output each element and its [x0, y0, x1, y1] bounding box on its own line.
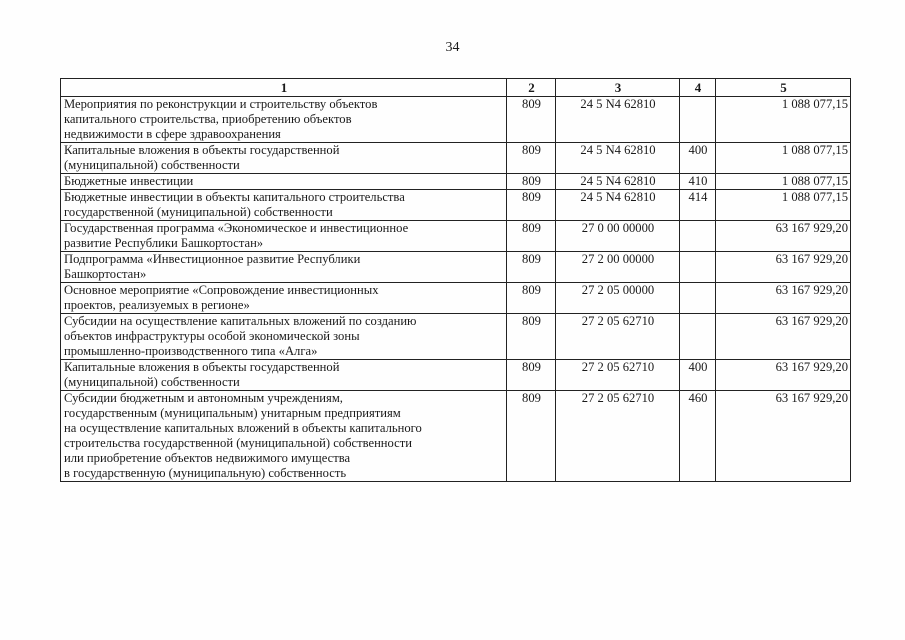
row-department-code: 809 [507, 174, 556, 190]
table-row [61, 190, 851, 221]
row-amount: 63 167 929,20 [716, 314, 851, 360]
row-amount: 63 167 929,20 [716, 221, 851, 252]
row-expense-type: 460 [680, 391, 716, 482]
row-target-article: 27 2 05 62710 [556, 391, 680, 482]
row-department-code: 809 [507, 221, 556, 252]
row-target-article: 27 2 05 62710 [556, 314, 680, 360]
table-row [61, 314, 851, 360]
row-amount: 1 088 077,15 [716, 97, 851, 143]
row-target-article: 24 5 N4 62810 [556, 190, 680, 221]
row-department-code: 809 [507, 360, 556, 391]
row-expense-type: 400 [680, 143, 716, 174]
row-amount: 63 167 929,20 [716, 252, 851, 283]
row-target-article: 27 2 05 62710 [556, 360, 680, 391]
row-department-code: 809 [507, 143, 556, 174]
row-department-code: 809 [507, 283, 556, 314]
row-target-article: 24 5 N4 62810 [556, 97, 680, 143]
table-row [61, 283, 851, 314]
page-number: 34 [445, 40, 460, 55]
table-row [61, 221, 851, 252]
row-name: Капитальные вложения в объекты государственной (муниципальной) собственности [61, 360, 507, 391]
row-expense-type [680, 283, 716, 314]
row-amount: 63 167 929,20 [716, 391, 851, 482]
table-row [61, 143, 851, 174]
budget-table [60, 78, 851, 482]
row-department-code: 809 [507, 391, 556, 482]
row-name: Субсидии бюджетным и автономным учреждениям, государственным (муниципальным) унитарным предприятиям на осуществление капитальных вложений в объекты капитального строительства государственной (муниципальной) собственности или приобретение объектов недвижимого имущества в государственную (муниципальную) собственность [61, 391, 507, 482]
row-target-article: 24 5 N4 62810 [556, 143, 680, 174]
row-department-code: 809 [507, 190, 556, 221]
row-amount: 63 167 929,20 [716, 360, 851, 391]
table-row [61, 97, 851, 143]
row-expense-type [680, 314, 716, 360]
row-name: Государственная программа «Экономическое и инвестиционное развитие Республики Башкортостан» [61, 221, 507, 252]
row-expense-type: 410 [680, 174, 716, 190]
table-header-row [61, 79, 851, 97]
row-department-code: 809 [507, 314, 556, 360]
row-name: Подпрограмма «Инвестиционное развитие Республики Башкортостан» [61, 252, 507, 283]
row-department-code: 809 [507, 97, 556, 143]
row-expense-type [680, 97, 716, 143]
row-name: Основное мероприятие «Сопровождение инвестиционных проектов, реализуемых в регионе» [61, 283, 507, 314]
table-row [61, 174, 851, 190]
row-expense-type: 414 [680, 190, 716, 221]
row-target-article: 27 2 00 00000 [556, 252, 680, 283]
row-expense-type [680, 252, 716, 283]
row-amount: 1 088 077,15 [716, 143, 851, 174]
row-department-code: 809 [507, 252, 556, 283]
header-col-1: 1 [61, 79, 507, 97]
row-target-article: 24 5 N4 62810 [556, 174, 680, 190]
header-col-3: 3 [556, 79, 680, 97]
row-name: Бюджетные инвестиции [61, 174, 507, 190]
row-amount: 63 167 929,20 [716, 283, 851, 314]
header-col-2: 2 [507, 79, 556, 97]
row-expense-type: 400 [680, 360, 716, 391]
row-target-article: 27 0 00 00000 [556, 221, 680, 252]
row-amount: 1 088 077,15 [716, 190, 851, 221]
row-name: Бюджетные инвестиции в объекты капитального строительства государственной (муниципальной) собственности [61, 190, 507, 221]
row-expense-type [680, 221, 716, 252]
table-row [61, 252, 851, 283]
header-col-5: 5 [716, 79, 851, 97]
row-target-article: 27 2 05 00000 [556, 283, 680, 314]
table-row [61, 360, 851, 391]
row-amount: 1 088 077,15 [716, 174, 851, 190]
header-col-4: 4 [680, 79, 716, 97]
row-name: Мероприятия по реконструкции и строительству объектов капитального строительства, приобретению объектов недвижимости в сфере здравоохранения [61, 97, 507, 143]
row-name: Капитальные вложения в объекты государственной (муниципальной) собственности [61, 143, 507, 174]
table-row [61, 391, 851, 482]
row-name: Субсидии на осуществление капитальных вложений по созданию объектов инфраструктуры особой экономической зоны промышленно-производственного типа «Алга» [61, 314, 507, 360]
